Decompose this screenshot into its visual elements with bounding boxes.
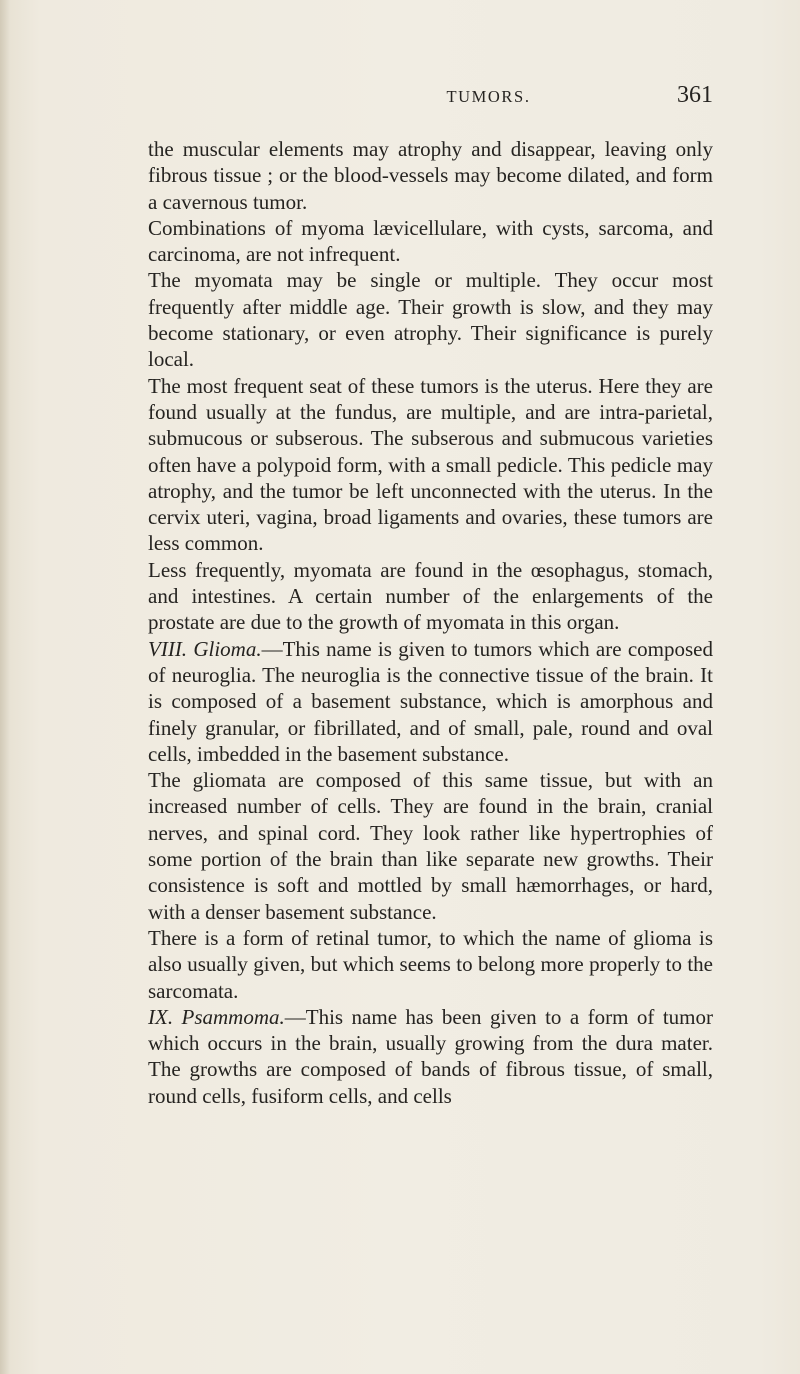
page-number: 361 xyxy=(677,82,713,108)
paragraph-6-text: —This name is given to tumors which are composed of neuroglia. The neuroglia is the connective tissue of the brain. It is composed of a basement substance, which is amorphous and finely granular, or fibrillated, and of small, pale, round and oval cells, imbedded in the basement substance. xyxy=(148,636,713,766)
paragraph-2: Combinations of myoma lævicellulare, with cysts, sarcoma, and carcinoma, are not infrequent. xyxy=(148,215,713,267)
paragraph-8: There is a form of retinal tumor, to which the name of glioma is also usually given, but which seems to belong more properly to the sarcomata. xyxy=(148,925,713,1003)
paragraph-5: Less frequently, myomata are found in the œsophagus, stomach, and intestines. A certain number of the enlargements of the prostate are due to the growth of myomata in this organ. xyxy=(148,557,713,635)
page-header xyxy=(264,82,713,112)
paragraph-4: The most frequent seat of these tumors is the uterus. Here they are found usually at the fundus, are multiple, and are intra-parietal, submucous or subserous. The subserous and submucous varieties often have a polypoid form, with a small pedicle. This pedicle may atrophy, and the tumor be left unconnected with the uterus. In the cervix uteri, vagina, broad ligaments and ovaries, these tumors are less common. xyxy=(148,373,713,556)
paragraph-7: The gliomata are composed of this same tissue, but with an increased number of cells. They are found in the brain, cranial nerves, and spinal cord. They look rather like hypertrophies of some portion of the brain than like separate new growths. Their consistence is soft and mottled by small hæmorrhages, or hard, with a denser basement substance. xyxy=(148,768,713,924)
body-text xyxy=(148,136,713,1109)
section-heading-glioma: VIII. Glioma. xyxy=(148,636,262,661)
binding-shadow xyxy=(0,0,10,1374)
paragraph-6 xyxy=(148,636,713,767)
paragraph-9 xyxy=(148,1004,713,1109)
paragraph-1: the muscular elements may atrophy and disappear, leaving only fibrous tissue ; or the blood-vessels may become dilated, and form a cavernous tumor. xyxy=(148,137,713,214)
section-heading-psammoma: IX. Psammoma. xyxy=(148,1004,285,1029)
paragraph-3: The myomata may be single or multiple. They occur most frequently after middle age. Their growth is slow, and they may become stationary, or even atrophy. Their significance is purely local. xyxy=(148,268,713,372)
running-head: TUMORS. xyxy=(446,87,531,106)
paragraph-9-text: —This name has been given to a form of tumor which occurs in the brain, usually growing from the dura mater. The growths are composed of bands of fibrous tissue, of small, round cells, fusiform cells, and cells xyxy=(148,1004,713,1108)
